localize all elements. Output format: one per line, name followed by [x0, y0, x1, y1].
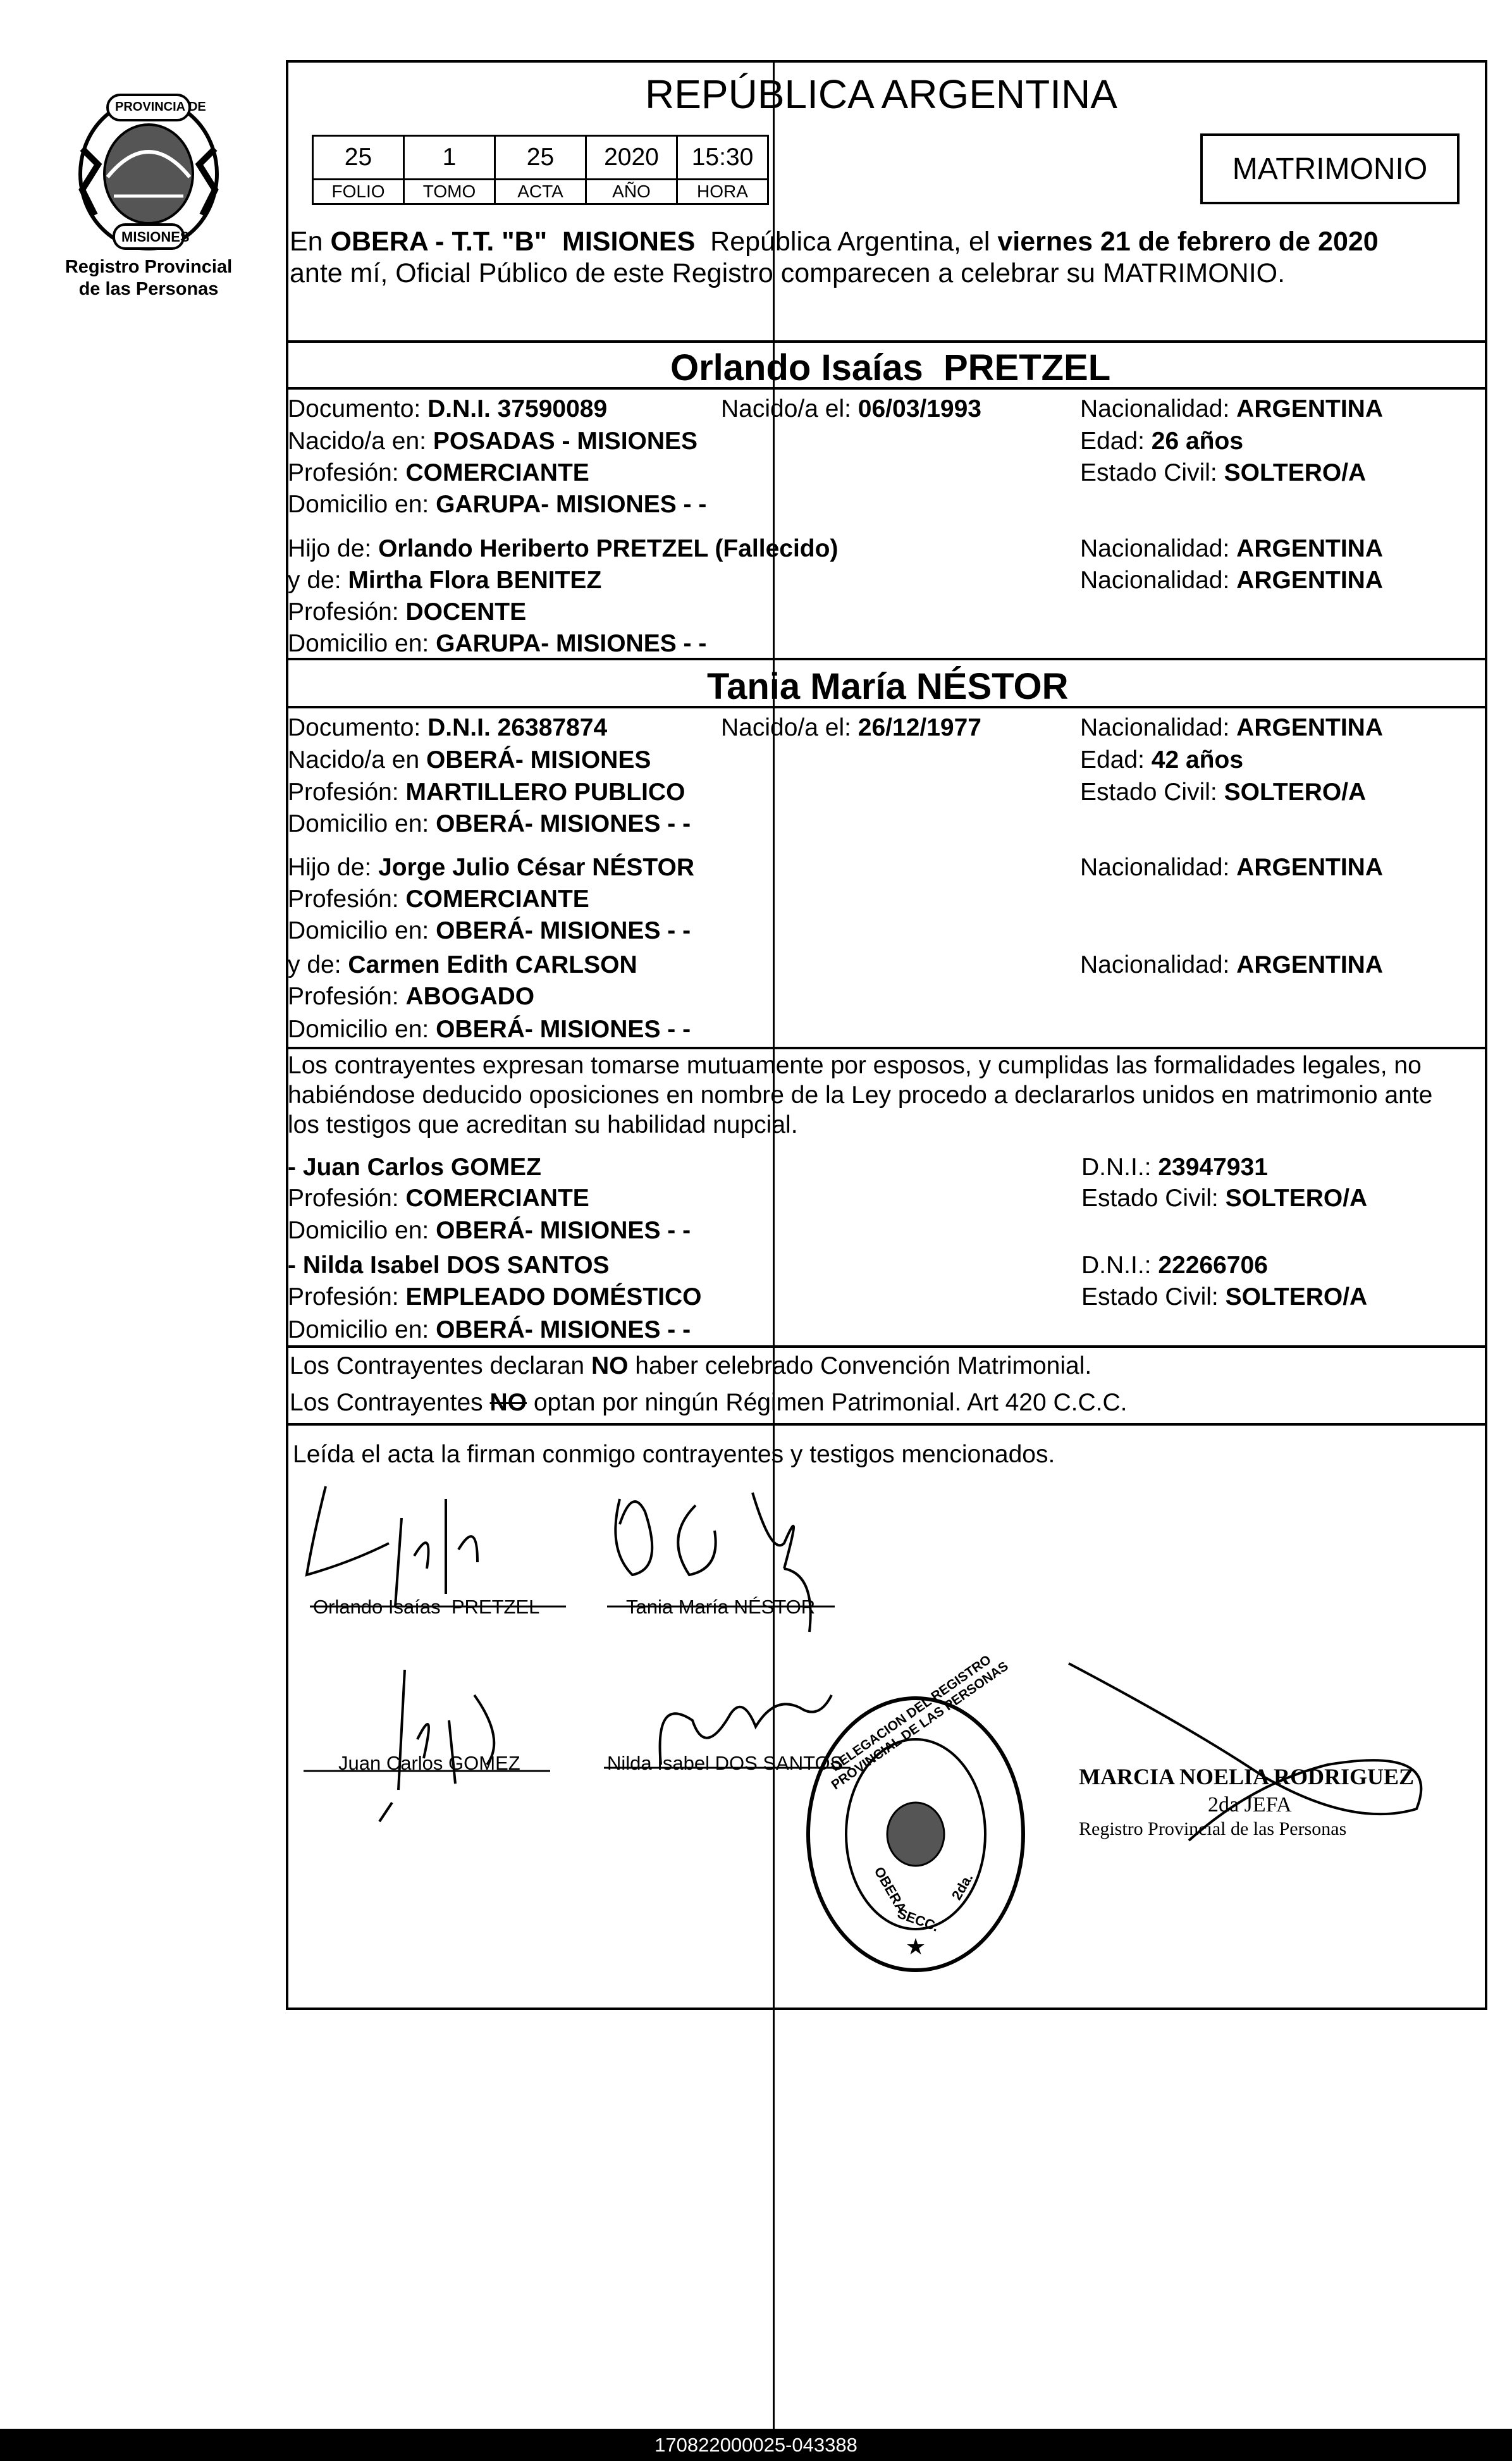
spouse2-born-in — [288, 748, 651, 772]
dom-value: OBERÁ- MISIONES - - — [436, 1217, 691, 1244]
witness1-domicile — [288, 1218, 691, 1243]
dom-label: Domicilio en: — [288, 1217, 429, 1244]
witness1-profession — [288, 1186, 589, 1211]
spouse2-born-date — [721, 715, 981, 740]
stamp-inner-obera: OBERA — [871, 1864, 910, 1916]
witness2-civil — [1081, 1285, 1367, 1309]
dom-label: Domicilio en: — [288, 810, 429, 837]
dom-label: Domicilio en: — [288, 1016, 429, 1043]
regime-line2 — [290, 1390, 1128, 1415]
regime1-post: haber celebrado Convención Matrimonial. — [628, 1352, 1092, 1379]
dni-label: D.N.I.: — [1081, 1252, 1152, 1279]
stamp-ring-text: DELEGACION DEL REGISTRO PROVINCIAL DE LAS PERSONAS — [828, 1652, 1011, 1793]
intro-pre: En — [290, 226, 331, 257]
spouse1-nationality — [1080, 397, 1383, 421]
civil-label: Estado Civil: — [1080, 779, 1217, 806]
signature-witness1 — [297, 1663, 563, 1828]
logo-caption-line2: de las Personas — [78, 278, 219, 299]
spouse1-doc — [288, 397, 607, 421]
spouse1-mother — [288, 568, 601, 593]
divider-regime — [286, 1345, 1487, 1348]
father-value: Orlando Heriberto PRETZEL (Fallecido) — [378, 535, 839, 562]
nat-value: ARGENTINA — [1236, 395, 1384, 423]
logo-ring-top: PROVINCIA DE — [115, 100, 206, 114]
dom-label: Domicilio en: — [288, 630, 429, 657]
declaration-line1: Los contrayentes expresan tomarse mutuamente por esposos, y cumplidas las formalidades legales, no — [288, 1052, 1422, 1079]
stamp-inner-2da: 2da. — [948, 1870, 976, 1903]
witness2-profession — [288, 1285, 701, 1309]
divider-closing — [286, 1423, 1487, 1426]
spouse1-civil — [1080, 460, 1366, 485]
regime-line1 — [290, 1354, 1091, 1378]
spouse1-domicile — [288, 492, 706, 517]
nat-value: ARGENTINA — [1236, 535, 1384, 562]
intro-line2: ante mí, Oficial Público de este Registro comparecen a celebrar su MATRIMONIO. — [290, 258, 1286, 288]
civil-value: SOLTERO/A — [1225, 1283, 1368, 1311]
registry-table — [312, 135, 769, 205]
dom-value: OBERÁ- MISIONES - - — [436, 810, 691, 837]
signature-spouse2 — [594, 1474, 873, 1638]
divider-spouse2 — [286, 658, 1487, 660]
acta-value: 25 — [495, 136, 586, 180]
logo-caption — [38, 256, 259, 300]
nat-label: Nacionalidad: — [1080, 567, 1230, 594]
spouse2-mother-domicile — [288, 1017, 691, 1042]
closing-text: Leída el acta la firman conmigo contrayentes y testigos mencionados. — [293, 1441, 1055, 1468]
dni-value: 22266706 — [1158, 1252, 1268, 1279]
signature-spouse1 — [288, 1461, 579, 1632]
doc-label: Documento: — [288, 395, 421, 423]
prof-label: Profesión: — [288, 885, 399, 913]
prof-value: ABOGADO — [405, 983, 535, 1010]
official-stamp — [802, 1652, 1030, 1977]
regime1-pre: Los Contrayentes declaran — [290, 1352, 591, 1379]
logo-ring-bottom: MISIONES — [121, 229, 190, 245]
spouse2-doc — [288, 715, 607, 740]
footer-code-bar — [0, 2429, 1512, 2461]
mother-label: y de: — [288, 951, 341, 978]
tomo-label: TOMO — [404, 180, 495, 204]
dom-label: Domicilio en: — [288, 1316, 429, 1343]
official-title: 2da JEFA — [1208, 1793, 1292, 1816]
prof-value: DOCENTE — [405, 598, 527, 626]
father-value: Jorge Julio César NÉSTOR — [378, 854, 695, 881]
born-date-value: 06/03/1993 — [857, 395, 981, 423]
nat-label: Nacionalidad: — [1080, 535, 1230, 562]
spouse2-mother-nat — [1080, 953, 1383, 977]
nat-label: Nacionalidad: — [1080, 854, 1230, 881]
spouse1-profession — [288, 460, 589, 485]
witness1-civil — [1081, 1186, 1367, 1211]
spouse2-domicile — [288, 811, 691, 836]
dni-label: D.N.I.: — [1081, 1154, 1152, 1181]
spouse2-father-domicile — [288, 918, 691, 943]
born-in-label: Nacido/a en: — [288, 428, 426, 455]
born-in-label: Nacido/a en — [288, 746, 420, 774]
footer-code: 170822000025-043388 — [655, 2433, 857, 2456]
official-signature — [1062, 1651, 1435, 1872]
spouse2-profession — [288, 780, 685, 805]
civil-value: SOLTERO/A — [1225, 1185, 1368, 1212]
spouse2-mother — [288, 953, 637, 977]
father-label: Hijo de: — [288, 854, 372, 881]
regime1-no: NO — [591, 1352, 629, 1379]
doc-value: D.N.I. 37590089 — [427, 395, 608, 423]
age-value: 42 años — [1151, 746, 1244, 774]
spouse1-mother-nat — [1080, 568, 1383, 593]
prof-value: EMPLEADO DOMÉSTICO — [405, 1283, 702, 1311]
hora-label: HORA — [677, 180, 768, 204]
spouse1-age — [1080, 429, 1243, 453]
prof-label: Profesión: — [288, 1185, 399, 1212]
witness2-domicile — [288, 1317, 691, 1342]
nat-label: Nacionalidad: — [1080, 395, 1230, 423]
dom-value: OBERÁ- MISIONES - - — [436, 917, 691, 944]
age-label: Edad: — [1080, 428, 1145, 455]
dom-label: Domicilio en: — [288, 917, 429, 944]
prof-label: Profesión: — [288, 1283, 399, 1311]
hora-value: 15:30 — [677, 136, 768, 180]
witness2-name: - Nilda Isabel DOS SANTOS — [288, 1252, 610, 1279]
act-type: MATRIMONIO — [1232, 152, 1428, 186]
official-name: MARCIA NOELIA RODRIGUEZ — [1079, 1764, 1415, 1789]
anio-value: 2020 — [586, 136, 677, 180]
prof-label: Profesión: — [288, 983, 399, 1010]
born-in-value: POSADAS - MISIONES — [433, 428, 698, 455]
nat-value: ARGENTINA — [1236, 567, 1384, 594]
dom-label: Domicilio en: — [288, 491, 429, 518]
spouse1-born-date — [721, 397, 981, 421]
prof-label: Profesión: — [288, 779, 399, 806]
nat-value: ARGENTINA — [1236, 714, 1384, 741]
folio-label: FOLIO — [313, 180, 404, 204]
signature-label: Nilda Isabel DOS SANTOS — [607, 1752, 844, 1774]
spouse1-father-nat — [1080, 536, 1383, 561]
folio-value: 25 — [313, 136, 404, 180]
signature-label: Juan Carlos GOMEZ — [338, 1752, 520, 1774]
born-date-value: 26/12/1977 — [857, 714, 981, 741]
dom-value: GARUPA- MISIONES - - — [436, 630, 707, 657]
declaration-line3: los testigos que acreditan su habilidad nupcial. — [288, 1111, 798, 1138]
born-date-label: Nacido/a el: — [721, 714, 851, 741]
intro-mid: República Argentina, el — [695, 226, 998, 257]
svg-text:★: ★ — [905, 1934, 926, 1960]
page-title: REPÚBLICA ARGENTINA — [645, 71, 1117, 117]
logo-caption-line1: Registro Provincial — [65, 257, 233, 277]
spouse2-civil — [1080, 780, 1366, 805]
intro-place: OBERA - T.T. "B" MISIONES — [330, 226, 696, 257]
acta-label: ACTA — [495, 180, 586, 204]
spouse1-born-in — [288, 429, 698, 453]
spouse2-father — [288, 855, 694, 880]
spouse2-name: Tania María NÉSTOR — [707, 666, 1069, 707]
dom-value: OBERÁ- MISIONES - - — [436, 1016, 691, 1043]
age-value: 26 años — [1151, 428, 1244, 455]
dni-value: 23947931 — [1158, 1154, 1268, 1181]
dom-value: GARUPA- MISIONES - - — [436, 491, 707, 518]
prof-value: COMERCIANTE — [405, 459, 589, 486]
spouse2-age — [1080, 748, 1243, 772]
tomo-value: 1 — [404, 136, 495, 180]
nat-label: Nacionalidad: — [1080, 714, 1230, 741]
prof-value: COMERCIANTE — [405, 885, 589, 913]
spouse2-mother-profession — [288, 984, 534, 1009]
spouse2-nationality — [1080, 715, 1383, 740]
doc-label: Documento: — [288, 714, 421, 741]
nat-label: Nacionalidad: — [1080, 951, 1230, 978]
prof-label: Profesión: — [288, 598, 399, 626]
nat-value: ARGENTINA — [1236, 854, 1384, 881]
spouse1-name: Orlando Isaías PRETZEL — [670, 347, 1111, 388]
stamp-inner-secc: SECC. — [895, 1905, 941, 1935]
regime2-pre: Los Contrayentes — [290, 1389, 490, 1416]
mother-value: Carmen Edith CARLSON — [348, 951, 637, 978]
doc-value: D.N.I. 26387874 — [427, 714, 608, 741]
mother-value: Mirtha Flora BENITEZ — [348, 567, 602, 594]
prof-label: Profesión: — [288, 459, 399, 486]
age-label: Edad: — [1080, 746, 1145, 774]
spouse2-father-profession — [288, 887, 589, 911]
mother-label: y de: — [288, 567, 341, 594]
witness2-dni — [1081, 1253, 1268, 1278]
intro-date: viernes 21 de febrero de 2020 — [997, 226, 1379, 257]
intro-line1 — [290, 226, 1379, 257]
registry-logo — [70, 89, 228, 253]
born-date-label: Nacido/a el: — [721, 395, 851, 423]
civil-value: SOLTERO/A — [1224, 779, 1367, 806]
spouse1-parents-domicile — [288, 631, 706, 656]
regime2-post: optan por ningún Régimen Patrimonial. Art 420 C.C.C. — [527, 1389, 1128, 1416]
spouse1-father — [288, 536, 838, 561]
witness1-name: - Juan Carlos GOMEZ — [288, 1154, 541, 1181]
regime2-no: NO — [489, 1389, 527, 1416]
father-label: Hijo de: — [288, 535, 372, 562]
declaration-line2: habiéndose deducido oposiciones en nombre de la Ley procedo a declararlos unidos en matrimonio ante — [288, 1082, 1433, 1109]
witness1-dni — [1081, 1155, 1268, 1180]
civil-label: Estado Civil: — [1081, 1283, 1219, 1311]
spouse2-father-nat — [1080, 855, 1383, 880]
act-type-box — [1200, 133, 1460, 204]
anio-label: AÑO — [586, 180, 677, 204]
official-office: Registro Provincial de las Personas — [1079, 1818, 1347, 1839]
signature-label: Tania María NÉSTOR — [626, 1596, 816, 1618]
divider-spouse1 — [286, 340, 1487, 343]
civil-value: SOLTERO/A — [1224, 459, 1367, 486]
born-in-value: OBERÁ- MISIONES — [426, 746, 651, 774]
nat-value: ARGENTINA — [1236, 951, 1384, 978]
prof-value: COMERCIANTE — [405, 1185, 589, 1212]
civil-label: Estado Civil: — [1080, 459, 1217, 486]
signature-label: Orlando Isaías PRETZEL — [313, 1596, 540, 1618]
dom-value: OBERÁ- MISIONES - - — [436, 1316, 691, 1343]
signature-scribble-icon — [297, 1663, 563, 1828]
civil-label: Estado Civil: — [1081, 1185, 1219, 1212]
divider-declaration — [286, 1047, 1487, 1049]
prof-value: MARTILLERO PUBLICO — [405, 779, 685, 806]
spouse1-parents-profession — [288, 600, 526, 624]
